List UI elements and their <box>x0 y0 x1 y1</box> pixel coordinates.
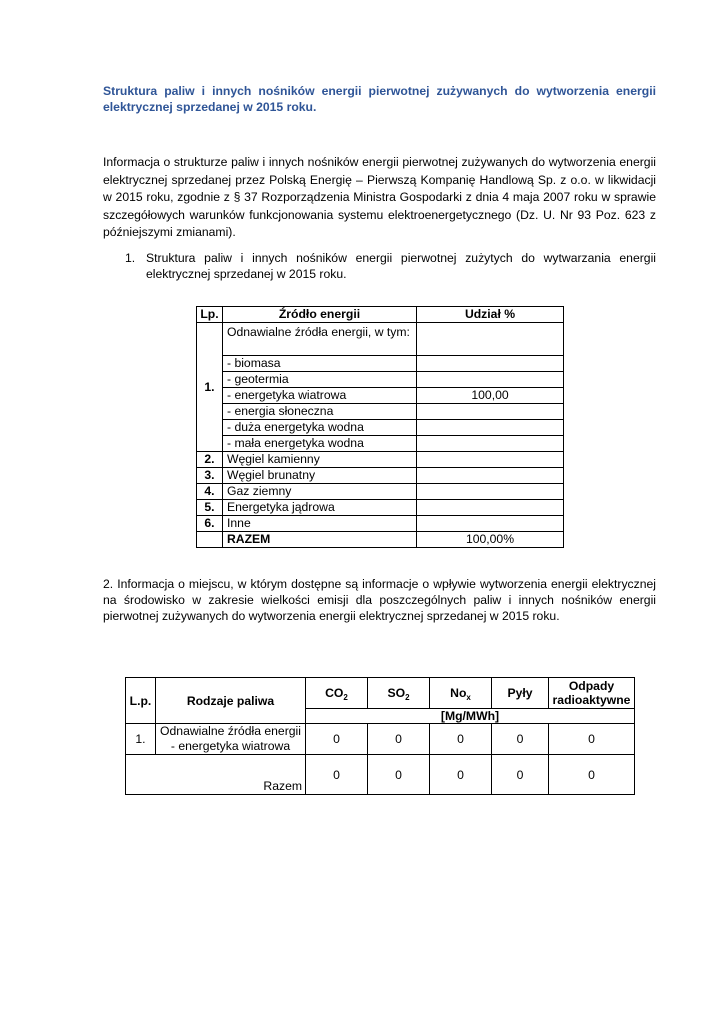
row-source: Inne <box>223 516 417 532</box>
row-dust: 0 <box>492 724 549 755</box>
row-lp: 5. <box>197 500 223 516</box>
col-header-fuel: Rodzaje paliwa <box>156 678 306 724</box>
unit-label: [Mg/MWh] <box>306 709 635 724</box>
row-fuel <box>156 724 306 755</box>
table-row <box>197 468 564 484</box>
row-share <box>417 436 564 452</box>
col-header-source: Źródło energii <box>223 307 417 323</box>
row-co2: 0 <box>306 724 368 755</box>
table-row <box>197 452 564 468</box>
row-share <box>417 404 564 420</box>
col-header-so2: $SO_2$ <box>368 678 430 709</box>
row-source: - biomasa <box>223 356 417 372</box>
table-row <box>197 404 564 420</box>
col-header-co2: $CO_2$ <box>306 678 368 709</box>
table-row <box>126 724 635 755</box>
table-row <box>197 356 564 372</box>
col-header-lp: L.p. <box>126 678 156 724</box>
row-share <box>417 323 564 356</box>
row-lp: 1. <box>197 323 223 452</box>
row-share: 100,00 <box>417 388 564 404</box>
row-share <box>417 372 564 388</box>
col-header-lp: Lp. <box>197 307 223 323</box>
col-header-dust: Pyły <box>492 678 549 709</box>
row-share <box>417 500 564 516</box>
col-header-nox: $No_x$ <box>430 678 492 709</box>
row-fuel-line2: - energetyka wiatrowa <box>170 739 291 753</box>
table-row <box>197 372 564 388</box>
table-row <box>197 420 564 436</box>
row-lp: 1. <box>126 724 156 755</box>
row-share <box>417 356 564 372</box>
row-lp: 4. <box>197 484 223 500</box>
total-label: RAZEM <box>223 532 417 548</box>
col-header-share: Udział % <box>417 307 564 323</box>
row-source: - energia słoneczna <box>223 404 417 420</box>
total-co2: 0 <box>306 755 368 795</box>
document-title: Struktura paliw i innych nośników energii pierwotnej zużywanych do wytworzenia energii elektrycznej sprzedanej w 2015 roku. <box>103 84 656 114</box>
row-source: Energetyka jądrowa <box>223 500 417 516</box>
row-lp: 3. <box>197 468 223 484</box>
total-lp <box>197 532 223 548</box>
section-2-text: 2. Informacja o miejscu, w którym dostępne są informacje o wpływie wytworzenia energii elektrycznej na środowisko w zakresie wielkości emisji dla poszczególnych paliw i innych nośników energii pierwotnej zużywanych do wytworzenia energii elektrycznej sprzedanej w 2015 roku. <box>103 577 656 623</box>
table-row <box>197 500 564 516</box>
row-source: - mała energetyka wodna <box>223 436 417 452</box>
row-fuel-line1: Odnawialne źródła energii <box>160 724 301 738</box>
table-row <box>197 516 564 532</box>
table-row <box>197 388 564 404</box>
row-source: Odnawialne źródła energii, w tym: <box>223 323 417 356</box>
section-1-heading <box>125 250 656 282</box>
col-header-radioactive: Odpady radioaktywne <box>549 678 635 709</box>
row-source: - energetyka wiatrowa <box>223 388 417 404</box>
total-nox: 0 <box>430 755 492 795</box>
row-share <box>417 516 564 532</box>
intro-paragraph: Informacja o strukturze paliw i innych nośników energii pierwotnej zużywanych do wytworzenia energii elektrycznej sprzedanej przez Polską Energię – Pierwszą Kompanię Handlową Sp. z o.o. w likwidacji w 2015 roku, zgodnie z § 37 Rozporządzenia Ministra Gospodarki z dnia 4 maja 2007 roku w sprawie szczegółowych warunków funkcjonowania systemu elektroenergetycznego (Dz. U. Nr 93 Poz. 623 z późniejszymi zmianami). <box>103 155 656 239</box>
row-share <box>417 420 564 436</box>
table-total-row <box>197 532 564 548</box>
row-source: Węgiel brunatny <box>223 468 417 484</box>
total-radioactive: 0 <box>549 755 635 795</box>
total-share: 100,00% <box>417 532 564 548</box>
fuel-structure-table <box>196 306 564 548</box>
row-source: - geotermia <box>223 372 417 388</box>
row-nox: 0 <box>430 724 492 755</box>
table-header-row <box>197 307 564 323</box>
total-so2: 0 <box>368 755 430 795</box>
table-header-row <box>126 678 635 709</box>
row-share <box>417 452 564 468</box>
row-share <box>417 468 564 484</box>
section-1-text: Struktura paliw i innych nośników energii pierwotnej zużytych do wytwarzania energii elektrycznej sprzedanej w 2015 roku. <box>146 251 656 281</box>
row-source: Węgiel kamienny <box>223 452 417 468</box>
row-so2: 0 <box>368 724 430 755</box>
total-dust: 0 <box>492 755 549 795</box>
row-radioactive: 0 <box>549 724 635 755</box>
row-source: Gaz ziemny <box>223 484 417 500</box>
row-source: - duża energetyka wodna <box>223 420 417 436</box>
table-row <box>197 436 564 452</box>
row-lp: 2. <box>197 452 223 468</box>
emissions-table <box>125 677 635 795</box>
row-lp: 6. <box>197 516 223 532</box>
table-total-row <box>126 755 635 795</box>
section-1-number: 1. <box>125 251 136 265</box>
table-row <box>197 323 564 356</box>
table-row <box>197 484 564 500</box>
total-label: Razem <box>126 755 306 795</box>
row-share <box>417 484 564 500</box>
